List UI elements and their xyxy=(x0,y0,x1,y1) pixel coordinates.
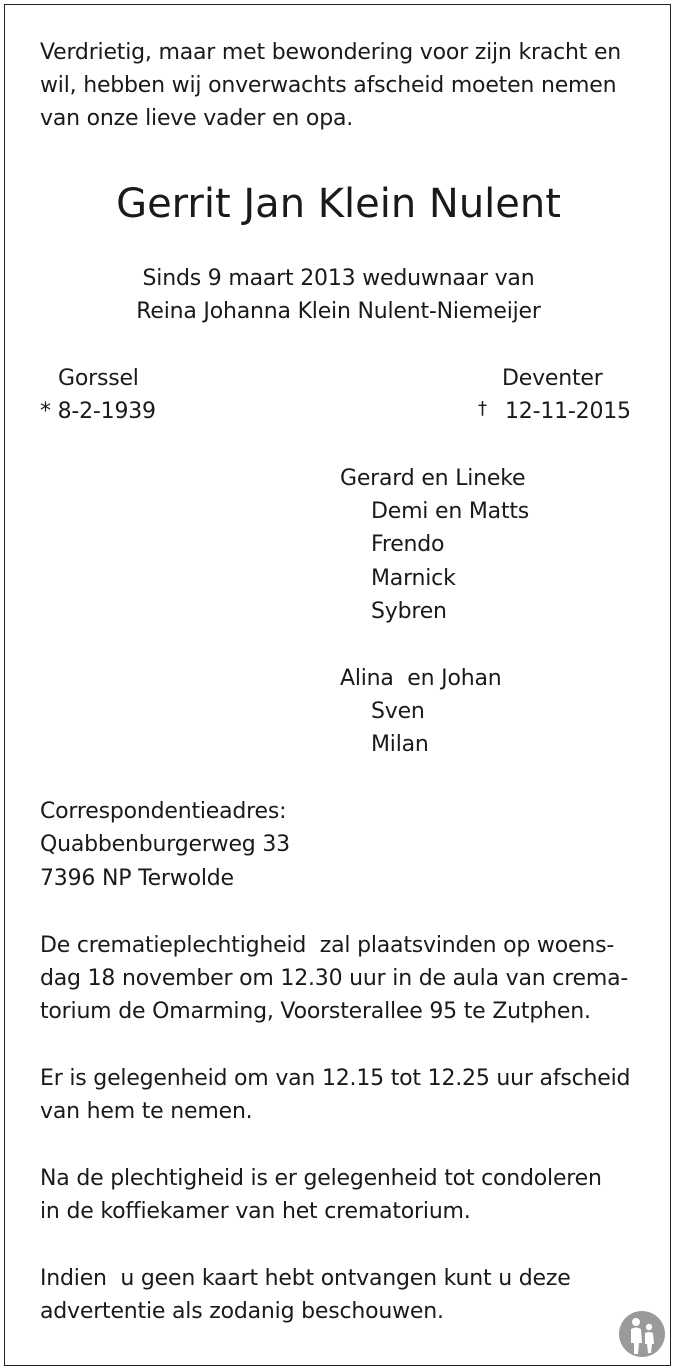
intro-line-3: van onze lieve vader en opa. xyxy=(40,106,354,131)
condolence-line-2: in de koffiekamer van het crematorium. xyxy=(40,1199,471,1224)
ceremony-line-1: De crematieplechtigheid zal plaatsvinden op woens- xyxy=(40,933,615,958)
ceremony-line-2: dag 18 november om 12.30 uur in de aula van crema- xyxy=(40,966,629,991)
intro-line-1: Verdrietig, maar met bewondering voor zijn kracht en xyxy=(40,40,622,65)
death-date: 12-11-2015 xyxy=(505,399,631,424)
spouse-line-2: Reina Johanna Klein Nulent-Niemeijer xyxy=(136,299,541,324)
family-parent-2: Alina en Johan xyxy=(340,666,502,691)
deceased-name: Gerrit Jan Klein Nulent xyxy=(116,181,561,227)
family-child: Frendo xyxy=(371,532,445,557)
family-child: Sven xyxy=(371,699,425,724)
address-street: Quabbenburgerweg 33 xyxy=(40,832,290,857)
birth-date: * 8-2-1939 xyxy=(40,399,156,424)
intro-line-2: wil, hebben wij onverwachts afscheid moeten nemen xyxy=(40,73,617,98)
death-place: Deventer xyxy=(502,366,603,391)
farewell-line-2: van hem te nemen. xyxy=(40,1099,253,1124)
address-label: Correspondentieadres: xyxy=(40,799,287,824)
ceremony-line-3: torium de Omarming, Voorsterallee 95 te Zutphen. xyxy=(40,999,591,1024)
family-child: Sybren xyxy=(371,599,447,624)
farewell-line-1: Er is gelegenheid om van 12.15 tot 12.25 uur afscheid xyxy=(40,1066,631,1091)
publisher-logo-icon xyxy=(618,1310,666,1358)
notice-line-2: advertentie als zodanig beschouwen. xyxy=(40,1299,444,1324)
cross-symbol: † xyxy=(478,398,487,419)
notice-line-1: Indien u geen kaart hebt ontvangen kunt u deze xyxy=(40,1266,571,1291)
spouse-line-1: Sinds 9 maart 2013 weduwnaar van xyxy=(142,266,535,291)
family-child: Demi en Matts xyxy=(371,499,530,524)
family-parent-1: Gerard en Lineke xyxy=(340,466,526,491)
family-child: Milan xyxy=(371,732,429,757)
address-city: 7396 NP Terwolde xyxy=(40,866,234,891)
birth-place: Gorssel xyxy=(58,366,139,391)
family-child: Marnick xyxy=(371,566,456,591)
condolence-line-1: Na de plechtigheid is er gelegenheid tot condoleren xyxy=(40,1166,602,1191)
